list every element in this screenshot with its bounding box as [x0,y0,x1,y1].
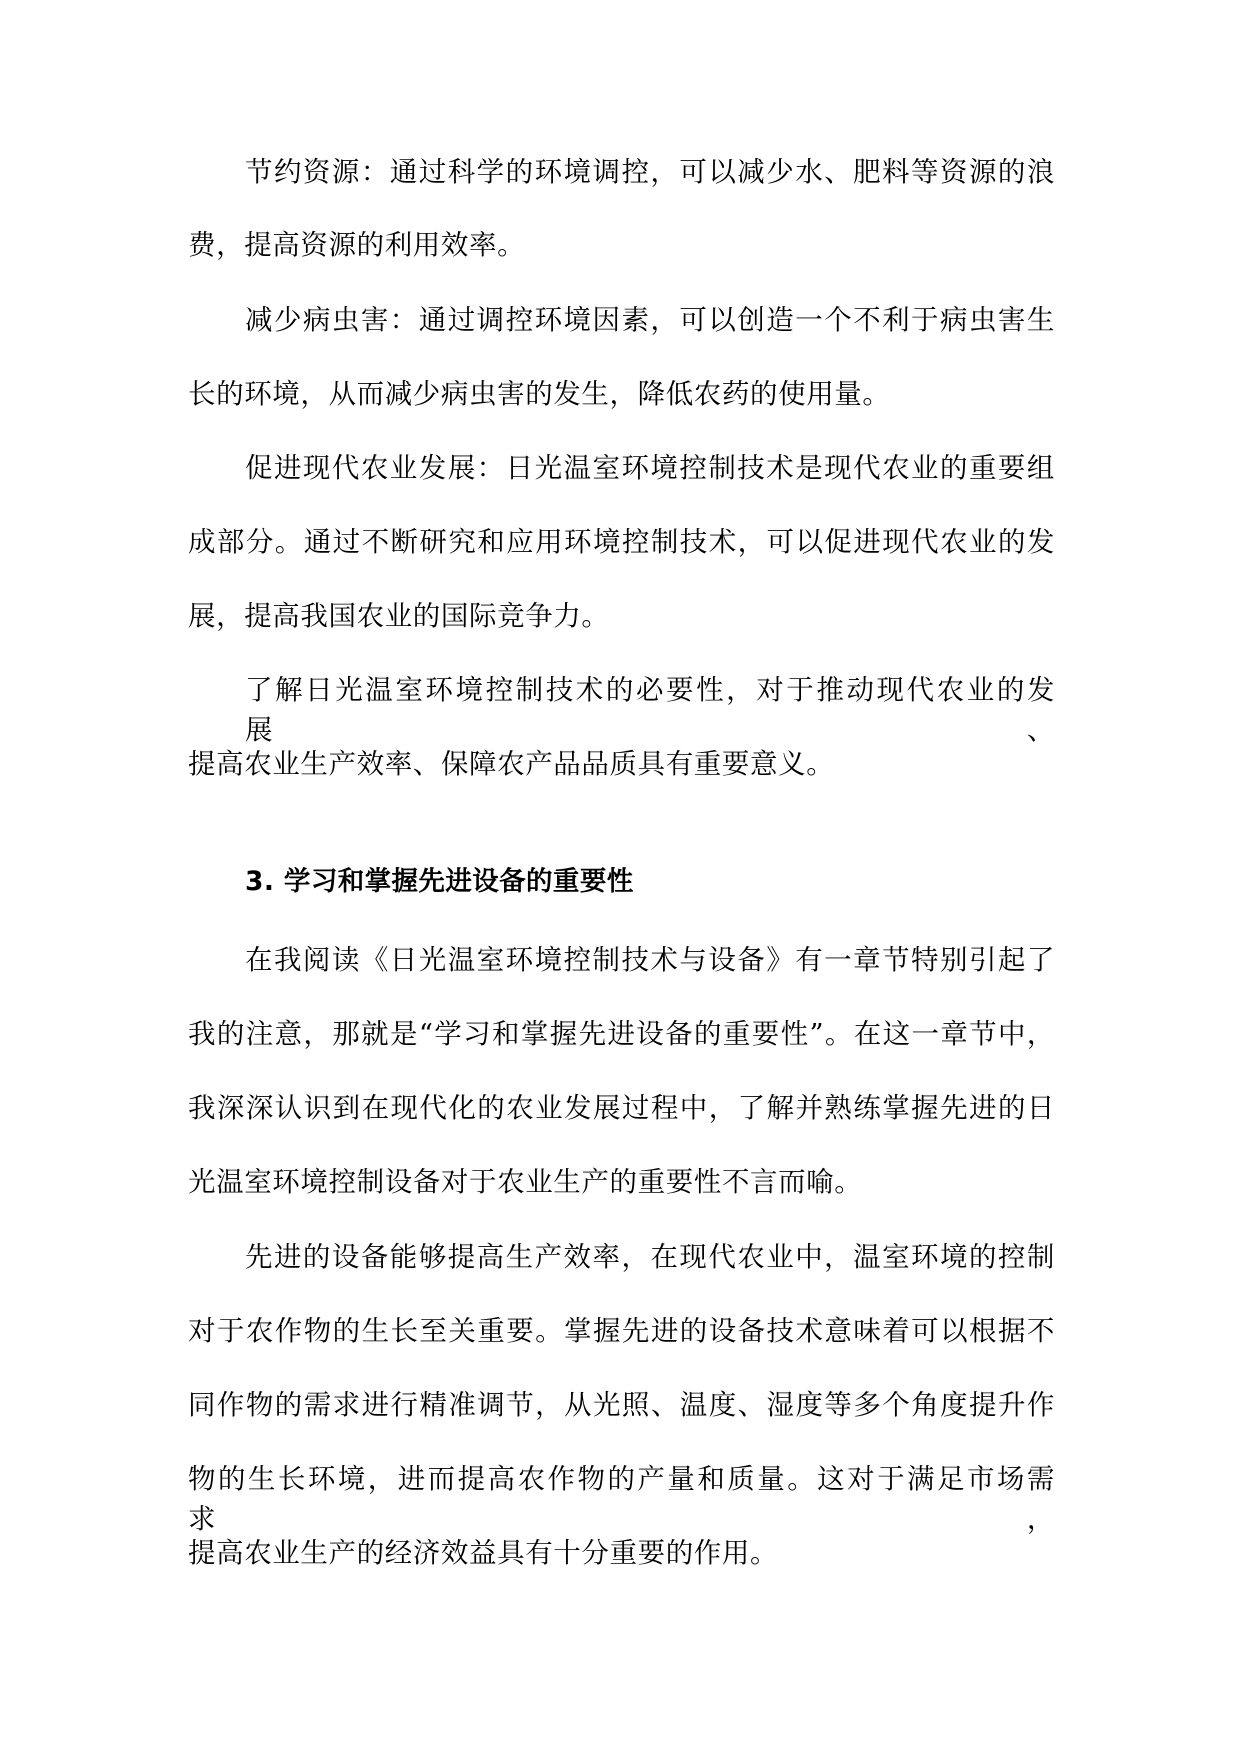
paragraph-line: 促进现代农业发展：日光温室环境控制技术是现代农业的重要组 [245,452,1055,484]
paragraph-line: 物的生长环境，进而提高农作物的产量和质量。这对于满足市场需求， [188,1463,1055,1535]
paragraph-line: 我深深认识到在现代化的农业发展过程中，了解并熟练掌握先进的日 [188,1092,1055,1124]
paragraph-line: 同作物的需求进行精准调节，从光照、温度、湿度等多个角度提升作 [188,1389,1055,1421]
paragraph-line: 展，提高我国农业的国际竞争力。 [188,600,610,632]
paragraph-line: 减少病虫害：通过调控环境因素，可以创造一个不利于病虫害生 [245,304,1055,336]
paragraph-line: 提高农业生产效率、保障农产品品质具有重要意义。 [188,748,835,780]
paragraph-line: 节约资源：通过科学的环境调控，可以减少水、肥料等资源的浪 [245,156,1055,188]
paragraph-line: 费，提高资源的利用效率。 [188,229,526,261]
paragraph-line: 我的注意，那就是“学习和掌握先进设备的重要性”。在这一章节中， [188,1018,1055,1050]
paragraph-line: 长的环境，从而减少病虫害的发生，降低农药的使用量。 [188,378,891,410]
section-heading: 3. 学习和掌握先进设备的重要性 [245,866,634,897]
paragraph-line: 光温室环境控制设备对于农业生产的重要性不言而喻。 [188,1166,863,1198]
paragraph-line: 了解日光温室环境控制技术的必要性，对于推动现代农业的发展、 [245,674,1055,746]
paragraph-line: 提高农业生产的经济效益具有十分重要的作用。 [188,1537,779,1569]
paragraph-line: 先进的设备能够提高生产效率，在现代农业中，温室环境的控制 [245,1241,1055,1273]
paragraph-line: 成部分。通过不断研究和应用环境控制技术，可以促进现代农业的发 [188,526,1055,558]
paragraph-line: 在我阅读《日光温室环境控制技术与设备》有一章节特别引起了 [245,944,1055,976]
paragraph-line: 对于农作物的生长至关重要。掌握先进的设备技术意味着可以根据不 [188,1315,1055,1347]
